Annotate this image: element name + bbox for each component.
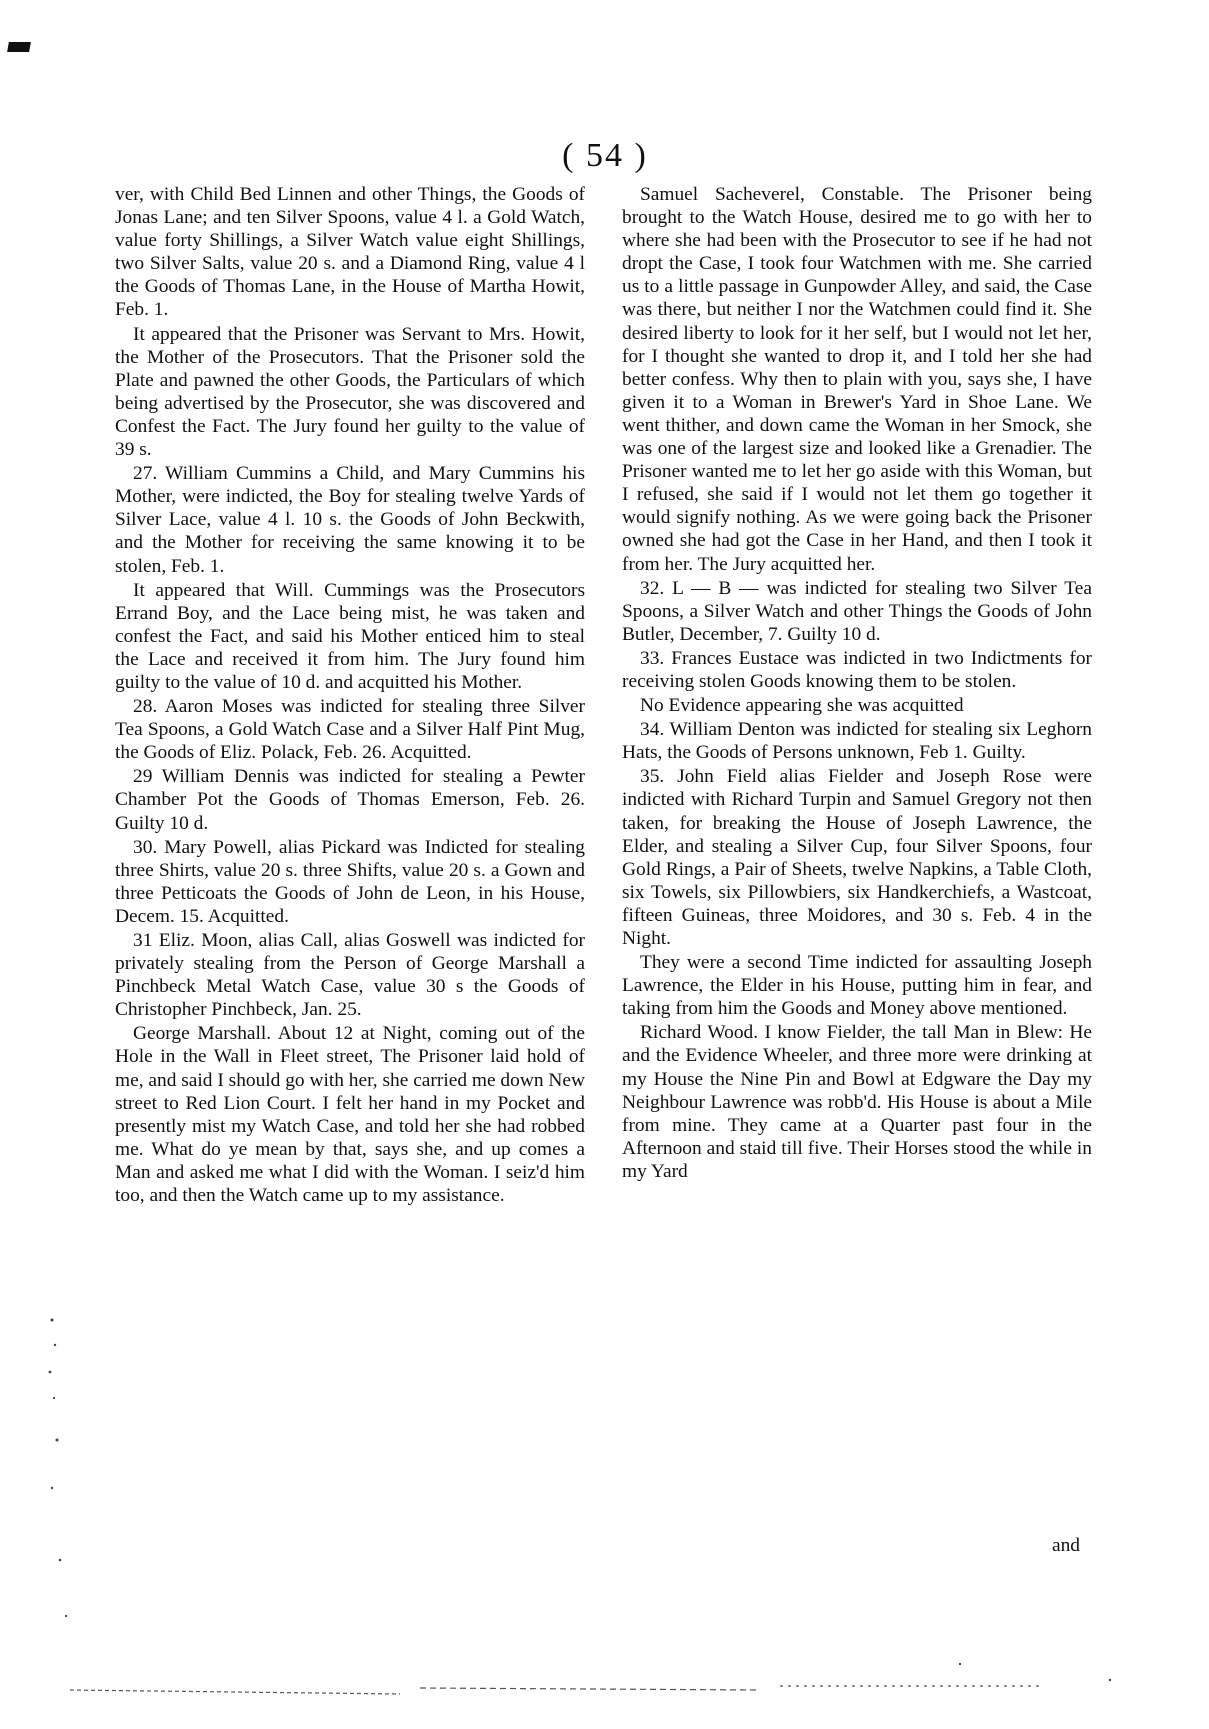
paragraph: George Marshall. About 12 at Night, coming out of the Hole in the Wall in Fleet street, The Prisoner laid hold of me, and said I should go with her, she carried me down New street to Red Lion Court. I felt her hand in my Pocket and presently mist my Watch Case, and told her she had robbed me. What do ye mean by that, says she, and up comes a Man and asked me what I did with the Woman. I seiz'd him too, and then the Watch came up to my assistance. [115,1023,585,1207]
paragraph: Richard Wood. I know Fielder, the tall Man in Blew: He and the Evidence Wheeler, and three more were drinking at my House the Nine Pin and Bowl at Edgware the Day my Neighbour Lawrence was robb'd. His House is about a Mile from mine. They came at a Quarter past four in the Afternoon and staid till five. Their Horses stood the while in my Yard [622,1022,1092,1182]
speck [51,1487,53,1489]
paragraph: 27. William Cummins a Child, and Mary Cummins his Mother, were indicted, the Boy for stealing twelve Yards of Silver Lace, value 4 l. 10 s. the Goods of John Beckwith, and the Mother for receiving the same knowing it to be stolen, Feb. 1. [115,463,585,577]
left-column [115,183,585,1208]
speck [49,1371,52,1374]
speck [53,1397,55,1399]
page-number: ( 54 ) [562,137,648,174]
paragraph: No Evidence appearing she was acquitted [640,695,964,717]
paragraph: 32. L — B — was indicted for stealing two Silver Tea Spoons, a Silver Watch and other Things the Goods of John Butler, December, 7. Guilty 10 d. [622,577,1092,645]
paragraph: 34. William Denton was indicted for stealing six Leghorn Hats, the Goods of Persons unknown, Feb 1. Guilty. [622,719,1092,764]
paragraph: It appeared that the Prisoner was Servant to Mrs. Howit, the Mother of the Prosecutors. That the Prisoner sold the Plate and pawned the other Goods, the Particulars of which being advertised by the Prosecutor, she was discovered and Confest the Fact. The Jury found her guilty to the value of 39 s. [115,323,585,461]
paragraph: 31 Eliz. Moon, alias Call, alias Goswell was indicted for privately stealing from the Person of George Marshall a Pinchbeck Metal Watch Case, value 30 s the Goods of Christopher Pinchbeck, Jan. 25. [115,930,585,1021]
paragraph: They were a second Time indicted for assaulting Joseph Lawrence, the Elder in his House, putting him in fear, and taking from him the Goods and Money above mentioned. [622,952,1092,1020]
speck [59,1559,62,1562]
scan-rule-group [70,1686,1040,1694]
paragraph: 35. John Field alias Fielder and Joseph Rose were indicted with Richard Turpin and Samuel Gregory not then taken, for breaking the House of Joseph Lawrence, the Elder, and stealing a Silver Cup, four Silver Spoons, four Gold Rings, a Pair of Sheets, twelve Napkins, a Table Cloth, six Towels, six Pillowbiers, six Handkerchiefs, a Wastcoat, fifteen Guineas, three Moidores, and 30 s. Feb. 4 in the Night. [622,766,1092,949]
ink-mark [7,42,31,52]
speck [54,1344,56,1346]
speck [56,1439,59,1442]
speck [1109,1679,1111,1681]
paragraph: 33. Frances Eustace was indicted in two Indictments for receiving stolen Goods knowing them to be stolen. [622,647,1092,692]
paragraph: 28. Aaron Moses was indicted for stealing three Silver Tea Spoons, a Gold Watch Case and a Silver Half Pint Mug, the Goods of Eliz. Polack, Feb. 26. Acquitted. [115,696,585,764]
speck-group [49,1319,1112,1682]
paragraph: It appeared that Will. Cummings was the Prosecutors Errand Boy, and the Lace being mist, he was taken and confest the Fact, and said his Mother enticed him to steal the Lace and received it from him. The Jury found him guilty to the value of 10 d. and acquitted his Mother. [115,579,585,693]
scan-rule [420,1688,760,1690]
scan-rule [70,1690,400,1694]
speck [65,1615,67,1617]
paragraph: 30. Mary Powell, alias Pickard was Indicted for stealing three Shirts, value 20 s. three Shifts, value 20 s. a Gown and three Petticoats the Goods of John de Leon, in his House, Decem. 15. Acquitted. [115,836,585,927]
paragraph: ver, with Child Bed Linnen and other Things, the Goods of Jonas Lane; and ten Silver Spoons, value 4 l. a Gold Watch, value forty Shillings, a Silver Watch value eight Shillings, two Silver Salts, value 20 s. and a Diamond Ring, value 4 l the Goods of Thomas Lane, in the House of Martha Howit, Feb. 1. [115,184,585,321]
paragraph: 29 William Dennis was indicted for stealing a Pewter Chamber Pot the Goods of Thomas Emerson, Feb. 26. Guilty 10 d. [115,766,585,834]
catchword: and [1052,1535,1080,1556]
speck [51,1319,54,1322]
speck [959,1663,961,1665]
paragraph: Samuel Sacheverel, Constable. The Prisoner being brought to the Watch House, desired me to go with her to where she had been with the Prosecutor to see if he had not dropt the Case, I took four Watchmen with me. She carried us to a little passage in Gunpowder Alley, and said, the Case was there, but neither I nor the Watchmen could find it. She desired liberty to look for it her self, but I would not let her, for I thought she wanted to drop it, and I told her she had better confess. Why then to plain with you, says she, I have given it to a Woman in Brewer's Yard in Shoe Lane. We went thither, and down came the Woman in her Smock, she was one of the largest size and looked like a Grenadier. The Prisoner wanted me to let her go aside with this Woman, but I refused, she said if I would not let them go together it would signify nothing. As we were going back the Prisoner owned she had got the Case in her Hand, and then I took it from her. The Jury acquitted her. [622,184,1092,575]
right-column [622,183,1092,1184]
